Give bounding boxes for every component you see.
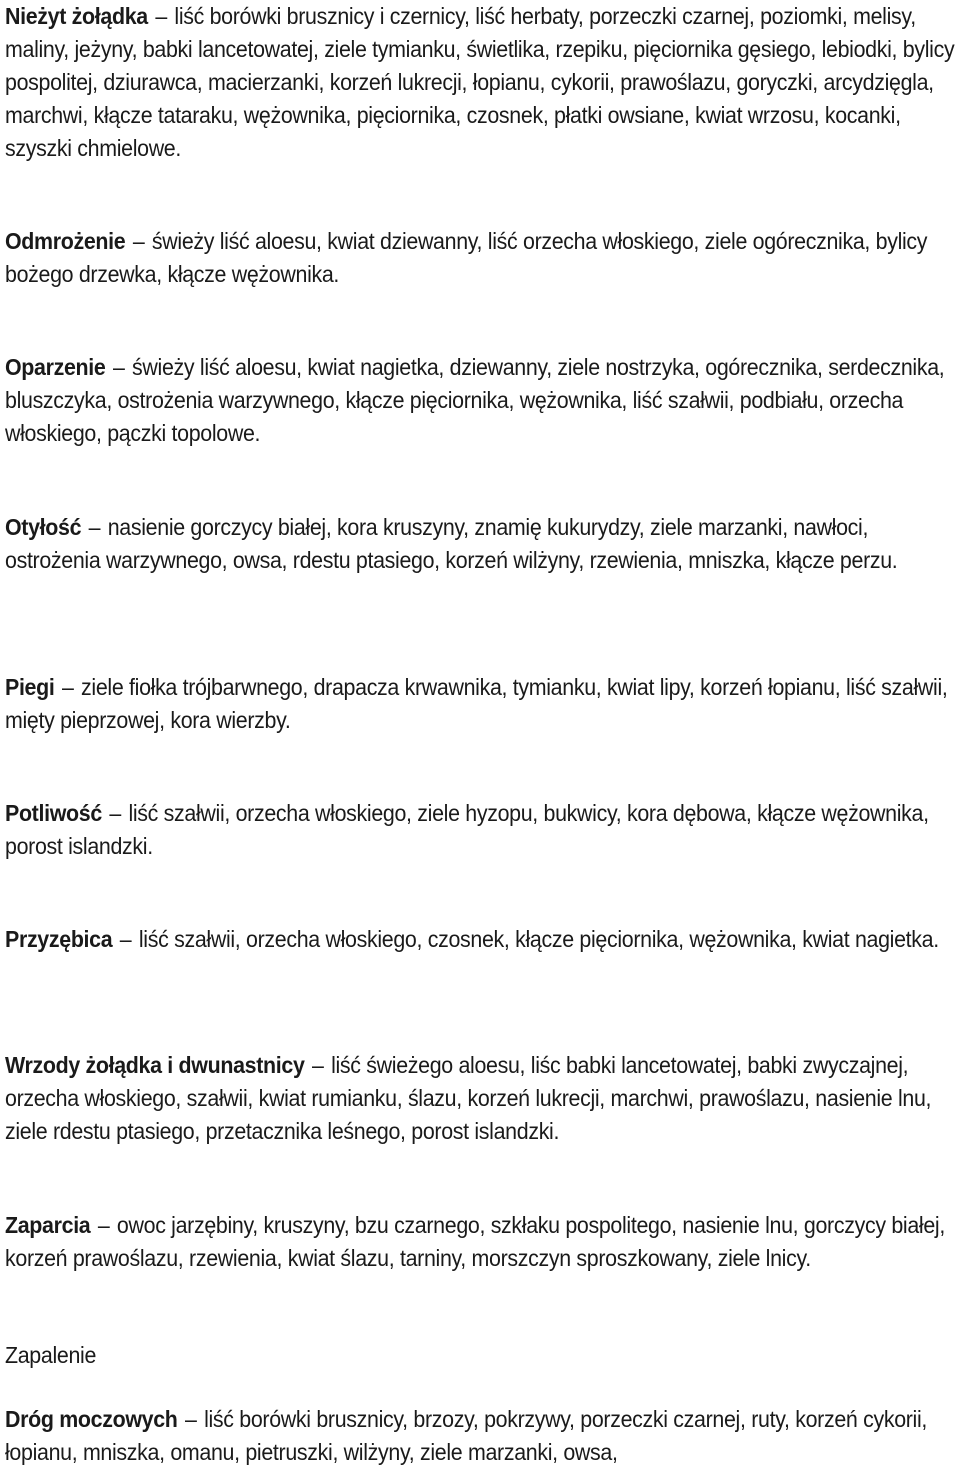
entry-term: Piegi [5,674,55,700]
entry-term: Zaparcia [5,1212,91,1238]
entry-separator: – [97,1212,110,1238]
entry-text: liść borówki brusznicy i czernicy, liść herbaty, porzeczki czarnej, poziomki, melisy, maliny, jeżyny, babki lancetowatej, ziele tymianku, świetlika, rzepiku, pięciornika gęsiego, lebiodki, bylicy pospolitej, dziurawca, macierzanki, korzeń lukrecji, łopianu, cykorii, prawoślazu, goryczki, arcydzięgla, marchwi, kłącze tataraku, wężownika, pięciornika, czosnek, płatki owsiane, kwiat wrzosu, kocanki, szyszki chmielowe. [5,3,955,161]
entry-term: Otyłość [5,514,82,540]
entry-term: Wrzody żołądka i dwunastnicy [5,1052,305,1078]
entry-term: Oparzenie [5,354,106,380]
entry-odmrozenie [5,225,955,291]
entry-otylosc [5,511,955,577]
entry-separator: – [109,800,121,826]
entry-text: liść szałwii, orzecha włoskiego, ziele hyzopu, bukwicy, kora dębowa, kłącze wężownika, porost islandzki. [5,800,929,859]
entry-potliwosc [5,797,955,863]
entry-term: Dróg moczowych [5,1406,178,1432]
entry-separator: – [155,3,167,29]
entry-separator: – [119,926,132,952]
entry-oparzenie [5,351,955,450]
entry-niezyt-zoladka [5,0,955,165]
entry-text: owoc jarzębiny, kruszyny, bzu czarnego, szkłaku pospolitego, nasienie lnu, gorczycy białej, korzeń prawoślazu, rzewienia, kwiat ślazu, tarniny, morszczyn sproszkowany, ziele lnicy. [5,1212,945,1271]
entry-zaparcia [5,1209,955,1275]
section-heading-zapalenie [5,1339,955,1372]
entry-text: świeży liść aloesu, kwiat dziewanny, liść orzecha włoskiego, ziele ogórecznika, bylicy bożego drzewka, kłącze wężownika. [5,228,928,287]
entry-separator: – [132,228,145,254]
entry-text: liść borówki brusznicy, brzozy, pokrzywy, porzeczki czarnej, ruty, korzeń cykorii, łopianu, mniszka, omanu, pietruszki, wilżyny, ziele marzanki, owsa, [5,1406,928,1465]
entry-separator: – [88,514,101,540]
entry-text: liść świeżego aloesu, liśc babki lancetowatej, babki zwyczajnej, orzecha włoskiego, szałwii, kwiat rumianku, ślazu, korzeń lukrecji, marchwi, prawoślazu, nasienie lnu, ziele rdestu ptasiego, przetacznika leśnego, porost islandzki. [5,1052,932,1144]
entry-text: ziele fiołka trójbarwnego, drapacza krwawnika, tymianku, kwiat lipy, korzeń łopianu, liść szałwii, mięty pieprzowej, kora wierzby. [5,674,948,733]
entry-przyzebica [5,923,955,956]
entry-separator: – [61,674,74,700]
entry-text: liść szałwii, orzecha włoskiego, czosnek, kłącze pięciornika, wężownika, kwiat nagietka. [138,926,939,952]
entry-separator: – [185,1406,197,1432]
entry-term: Potliwość [5,800,102,826]
entry-term: Przyzębica [5,926,113,952]
entry-drog-moczowych [5,1403,955,1469]
entry-term: Nieżyt żołądka [5,3,148,29]
section-heading-text: Zapalenie [5,1342,97,1368]
entry-separator: – [112,354,125,380]
entry-piegi [5,671,955,737]
entry-text: świeży liść aloesu, kwiat nagietka, dziewanny, ziele nostrzyka, ogórecznika, serdecznika, bluszczyka, ostrożenia warzywnego, kłącze pięciornika, wężownika, liść szałwii, podbiału, orzecha włoskiego, pączki topolowe. [5,354,945,446]
entry-text: nasienie gorczycy białej, kora kruszyny, znamię kukurydzy, ziele marzanki, nawłoci, ostrożenia warzywnego, owsa, rdestu ptasiego, korzeń wilżyny, rzewienia, mniszka, kłącze perzu. [5,514,898,573]
entry-separator: – [312,1052,324,1078]
entry-wrzody [5,1049,955,1148]
entry-term: Odmrożenie [5,228,126,254]
